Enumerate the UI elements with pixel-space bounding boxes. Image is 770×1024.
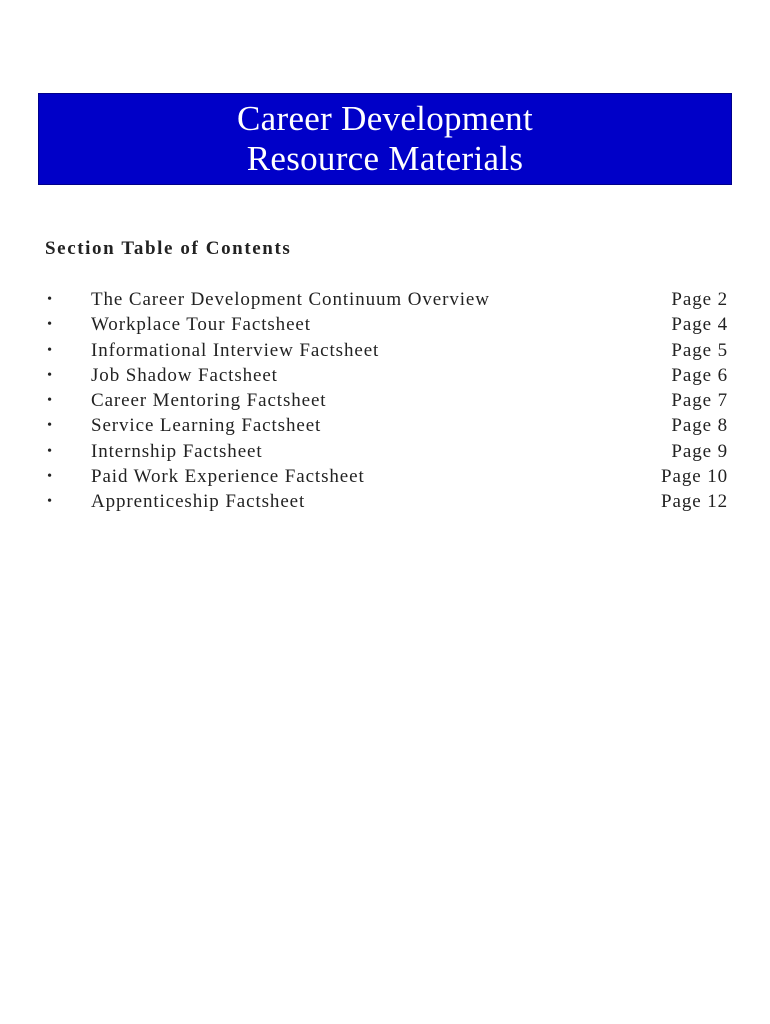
toc-item-page: Page 10: [661, 466, 728, 488]
bullet-icon: •: [47, 494, 53, 510]
toc-item-title: Paid Work Experience Factsheet: [91, 466, 365, 488]
toc-item-title: Workplace Tour Factsheet: [91, 314, 311, 336]
bullet-icon: •: [47, 342, 53, 358]
toc-item-informational-interview: [40, 338, 730, 363]
table-of-contents: [40, 287, 730, 515]
toc-item-workplace-tour: [40, 312, 730, 337]
bullet-icon: •: [47, 393, 53, 409]
toc-item-page: Page 7: [671, 390, 728, 412]
toc-item-page: Page 9: [671, 440, 728, 462]
toc-item-apprenticeship: [40, 489, 730, 514]
toc-item-page: Page 2: [671, 289, 728, 310]
toc-item-page: Page 6: [671, 364, 728, 386]
toc-item-page: Page 4: [671, 314, 728, 336]
toc-item-page: Page 12: [661, 491, 728, 513]
toc-item-title: Job Shadow Factsheet: [91, 364, 278, 386]
toc-item-service-learning: [40, 413, 730, 438]
bullet-icon: •: [47, 292, 53, 307]
toc-item-job-shadow: [40, 363, 730, 388]
toc-item-continuum-overview: [40, 287, 730, 312]
toc-item-page: Page 8: [671, 415, 728, 437]
document-title-line-1: Career Development: [237, 99, 533, 138]
toc-item-internship: [40, 439, 730, 464]
bullet-icon: •: [47, 469, 53, 485]
toc-item-paid-work-experience: [40, 464, 730, 489]
document-title-line-2: Resource Materials: [246, 139, 524, 178]
section-heading: Section Table of Contents: [45, 238, 292, 259]
toc-item-title: The Career Development Continuum Overview: [91, 289, 490, 310]
toc-item-title: Apprenticeship Factsheet: [91, 491, 306, 513]
toc-item-career-mentoring: [40, 388, 730, 413]
bullet-icon: •: [47, 317, 53, 333]
toc-item-title: Career Mentoring Factsheet: [91, 390, 327, 412]
toc-item-title: Service Learning Factsheet: [91, 415, 322, 437]
toc-item-title: Internship Factsheet: [91, 440, 263, 462]
bullet-icon: •: [47, 367, 53, 383]
title-banner: [38, 93, 732, 185]
bullet-icon: •: [47, 418, 53, 434]
toc-item-title: Informational Interview Factsheet: [91, 339, 380, 361]
bullet-icon: •: [47, 443, 53, 459]
toc-item-page: Page 5: [671, 339, 728, 361]
